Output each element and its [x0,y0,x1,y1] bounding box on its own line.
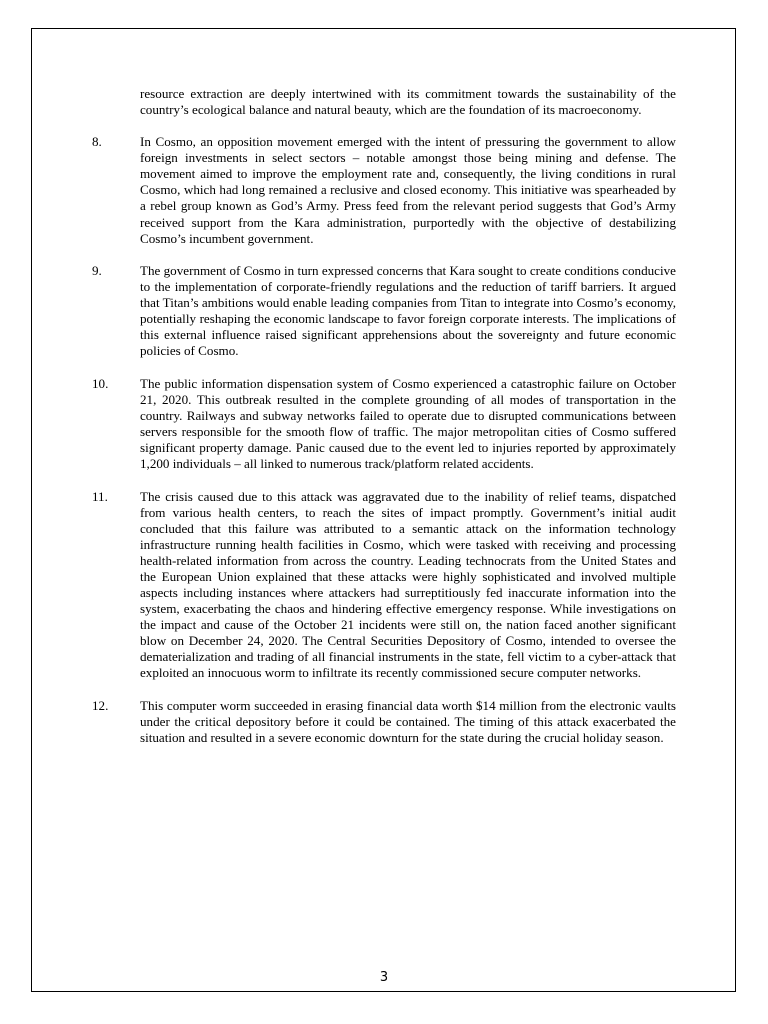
paragraph-text: This computer worm succeeded in erasing financial data worth $14 million from the electronic vaults under the critical depository before it could be contained. The timing of this attack exacerbated the situation and resulted in a severe economic downturn for the state during the crucial holiday season. [140,697,676,745]
paragraph-text: The public information dispensation system of Cosmo experienced a catastrophic failure on October 21, 2020. This outbreak resulted in the complete grounding of all modes of transportation in the country. Railways and subway networks failed to operate due to disrupted communications between servers responsible for the smooth flow of traffic. The major metropolitan cities of Cosmo suffered significant property damage. Panic caused due to the event led to injuries reported by approximately 1,200 individuals – all linked to numerous track/platform related accidents. [140,375,676,472]
paragraph-text: resource extraction are deeply intertwined with its commitment towards the sustainability of the country’s ecological balance and natural beauty, which are the foundation of its macroeconomy. [140,86,676,118]
page-number: 3 [379,970,389,985]
paragraph-number: 9. [92,263,102,279]
document-body [92,86,676,762]
paragraph-number: 10. [92,375,109,391]
paragraph-7-continuation [92,86,676,118]
paragraph-number: 8. [92,134,102,150]
paragraph-text: The government of Cosmo in turn expressed concerns that Kara sought to create conditions conducive to the implementation of corporate-friendly regulations and the reduction of tariff barriers. It argued that Titan’s ambitions would enable leading companies from Titan to integrate into Cosmo’s economy, potentially reshaping the economic landscape to favor foreign corporate interests. The implications of this external influence raised significant apprehensions about the sovereignty and future economic policies of Cosmo. [140,263,676,359]
paragraph-text: In Cosmo, an opposition movement emerged with the intent of pressuring the government to allow foreign investments in select sectors – notable amongst those being mining and defense. The movement aimed to improve the employment rate and, consequently, the living conditions in rural Cosmo, which had long remained a reclusive and closed economy. This initiative was spearheaded by a rebel group known as God’s Army. Press feed from the relevant period suggests that God’s Army received support from the Kara administration, purportedly with the objective of destabilizing Cosmo’s incumbent government. [140,134,676,246]
paragraph-number: 11. [92,488,108,504]
paragraph-8 [92,134,676,246]
paragraph-11 [92,489,676,682]
paragraph-text: The crisis caused due to this attack was aggravated due to the inability of relief teams, dispatched from various health centers, to reach the sites of impact promptly. Government’s initial audit concluded that this failure was attributed to a semantic attack on the information technology infrastructure running health facilities in Cosmo, which were tasked with receiving and processing health-related information from across the country. Leading technocrats from the United States and the European Union explained that these attacks were highly sophisticated and involved multiple aspects including instances where attackers had surreptitiously fed inaccurate information into the system, exacerbating the chaos and hindering effective emergency response. While investigations on the impact and cause of the October 21 incidents were still on, the nation faced another significant blow on December 24, 2020. The Central Securities Depository of Cosmo, intended to oversee the dematerialization and trading of all financial instruments in the state, fell victim to a cyber-attack that exploited an innocuous worm to infiltrate its recently commissioned secure computer networks. [140,488,676,681]
paragraph-9 [92,263,676,359]
paragraph-number: 12. [92,697,109,713]
paragraph-12 [92,698,676,746]
paragraph-10 [92,376,676,472]
